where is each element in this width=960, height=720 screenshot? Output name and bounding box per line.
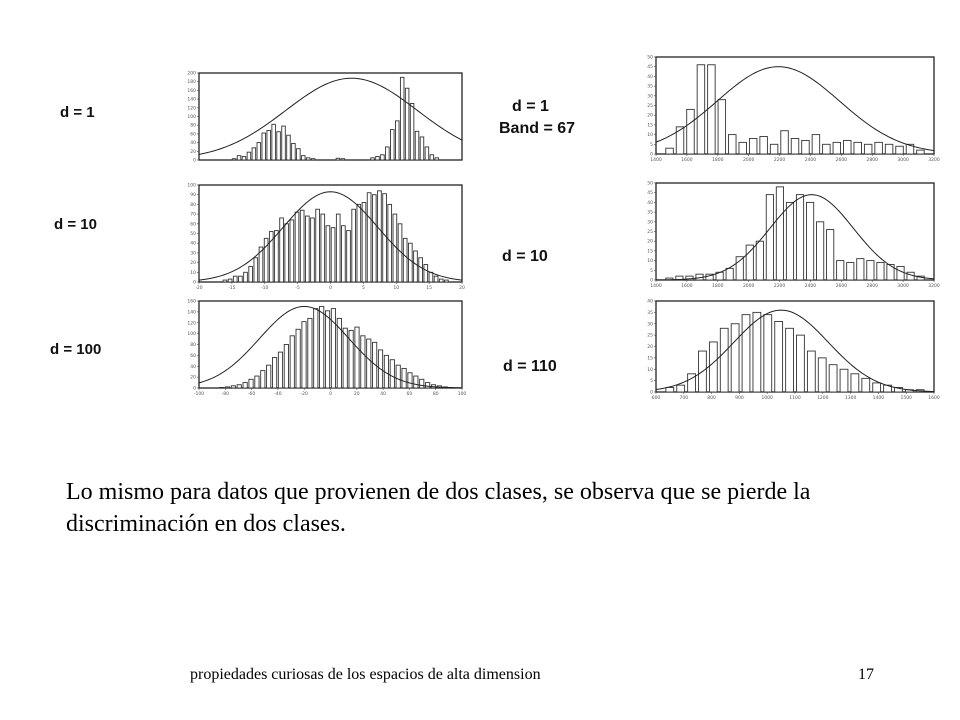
bar bbox=[225, 387, 229, 388]
y-tick-label: 0 bbox=[193, 386, 196, 392]
bar bbox=[677, 385, 685, 392]
x-tick-label: 20 bbox=[353, 392, 360, 397]
x-tick-label: 2800 bbox=[866, 284, 878, 289]
x-tick-label: 20 bbox=[459, 286, 465, 291]
bar bbox=[791, 138, 799, 154]
x-tick-label: 3200 bbox=[928, 284, 940, 289]
x-tick-label: 1600 bbox=[928, 396, 940, 401]
bar bbox=[300, 210, 304, 282]
x-tick-label: 2200 bbox=[773, 284, 786, 289]
y-tick-label: 40 bbox=[190, 241, 196, 247]
bar bbox=[439, 279, 443, 282]
y-tick-label: 10 bbox=[647, 259, 653, 265]
bar bbox=[302, 156, 306, 160]
y-tick-label: 80 bbox=[190, 123, 196, 129]
y-tick-label: 20 bbox=[190, 261, 196, 267]
bar bbox=[666, 148, 674, 154]
x-tick-label: 3000 bbox=[897, 284, 909, 289]
bar bbox=[362, 202, 366, 282]
y-tick-label: 30 bbox=[190, 251, 196, 257]
bar bbox=[233, 276, 237, 282]
bar bbox=[764, 315, 772, 392]
y-tick-label: 0 bbox=[650, 390, 653, 396]
bar bbox=[756, 241, 763, 280]
bar bbox=[232, 159, 236, 160]
bar bbox=[405, 88, 409, 160]
bar bbox=[326, 226, 330, 282]
bar bbox=[302, 322, 306, 388]
bar bbox=[282, 126, 286, 160]
bar bbox=[367, 339, 371, 388]
bar bbox=[829, 365, 837, 392]
bar bbox=[386, 147, 390, 160]
y-tick-label: 80 bbox=[190, 343, 196, 348]
bar bbox=[753, 312, 761, 392]
y-tick-label: 200 bbox=[187, 71, 196, 77]
x-tick-label: -20 bbox=[195, 286, 203, 291]
bar bbox=[749, 138, 757, 154]
y-tick-label: 20 bbox=[647, 113, 653, 119]
x-tick-label: -60 bbox=[247, 392, 256, 397]
y-tick-label: 180 bbox=[187, 80, 196, 86]
bar bbox=[320, 306, 324, 388]
plot-frame bbox=[656, 301, 934, 392]
y-tick-label: 120 bbox=[187, 321, 196, 327]
bar bbox=[857, 259, 864, 280]
bar bbox=[720, 328, 728, 392]
x-tick-label: 2000 bbox=[742, 284, 755, 289]
bar bbox=[875, 142, 883, 154]
x-tick-label: 600 bbox=[651, 396, 661, 401]
y-tick-label: 40 bbox=[647, 200, 653, 206]
bar bbox=[797, 335, 805, 392]
bar bbox=[336, 214, 340, 282]
bar bbox=[308, 318, 312, 388]
bar bbox=[840, 369, 848, 392]
y-tick-label: 100 bbox=[187, 115, 196, 120]
bar bbox=[666, 387, 674, 392]
bar bbox=[445, 280, 449, 282]
histogram-d1-left bbox=[183, 70, 468, 170]
x-tick-label: -100 bbox=[193, 392, 205, 397]
bar bbox=[897, 266, 904, 280]
y-tick-label: 30 bbox=[647, 220, 653, 226]
bar bbox=[709, 342, 717, 392]
y-tick-label: 10 bbox=[190, 270, 196, 276]
y-tick-label: 100 bbox=[187, 332, 196, 338]
y-tick-label: 90 bbox=[190, 193, 196, 199]
bar bbox=[223, 280, 227, 282]
bar bbox=[391, 130, 395, 160]
footer-text: propiedades curiosas de los espacios de alta dimension bbox=[190, 666, 541, 683]
bar bbox=[277, 132, 281, 160]
bar bbox=[420, 379, 424, 388]
bar bbox=[295, 212, 299, 282]
bar bbox=[261, 371, 265, 388]
histogram-d100-left bbox=[183, 298, 468, 398]
y-tick-label: 5 bbox=[650, 379, 653, 385]
bar bbox=[290, 336, 294, 388]
label-right-d110: d = 110 bbox=[503, 358, 557, 375]
x-tick-label: -20 bbox=[300, 392, 308, 397]
bar bbox=[833, 142, 841, 154]
y-tick-label: 25 bbox=[647, 333, 653, 339]
bar bbox=[381, 155, 385, 160]
bar bbox=[786, 328, 794, 392]
bar bbox=[776, 187, 783, 280]
bar bbox=[807, 351, 815, 392]
bar bbox=[297, 149, 301, 160]
bar bbox=[907, 272, 914, 280]
y-tick-label: 25 bbox=[647, 230, 653, 235]
y-tick-label: 5 bbox=[650, 268, 653, 274]
x-tick-label: 2200 bbox=[773, 158, 786, 163]
x-tick-label: 15 bbox=[426, 286, 432, 291]
bar bbox=[341, 159, 345, 160]
bar bbox=[219, 387, 223, 388]
bar bbox=[355, 327, 359, 388]
bar bbox=[396, 365, 400, 388]
y-tick-label: 20 bbox=[647, 239, 653, 245]
y-tick-label: 140 bbox=[187, 97, 196, 103]
bar bbox=[252, 148, 256, 160]
bar bbox=[429, 272, 433, 282]
histogram-d10-left bbox=[183, 182, 468, 292]
bar bbox=[731, 324, 739, 392]
bar bbox=[254, 258, 258, 282]
x-tick-label: 800 bbox=[707, 396, 716, 401]
bar bbox=[337, 318, 341, 388]
bar bbox=[430, 155, 434, 160]
bar bbox=[367, 193, 371, 282]
bar bbox=[316, 209, 320, 282]
bar bbox=[267, 365, 271, 388]
y-tick-label: 35 bbox=[647, 84, 653, 90]
bar bbox=[361, 336, 365, 388]
bar bbox=[278, 352, 282, 388]
bar bbox=[296, 329, 300, 388]
x-tick-label: 0 bbox=[329, 286, 332, 291]
x-tick-label: 1400 bbox=[872, 396, 885, 401]
x-tick-label: 1400 bbox=[650, 284, 662, 289]
bar bbox=[249, 379, 253, 388]
bar bbox=[249, 266, 253, 282]
bar bbox=[877, 263, 884, 280]
bar bbox=[827, 230, 834, 280]
bar bbox=[395, 121, 399, 160]
bar bbox=[371, 158, 375, 160]
y-tick-label: 40 bbox=[647, 299, 653, 305]
bar bbox=[864, 144, 872, 154]
bar bbox=[400, 77, 404, 160]
label-left-d10: d = 10 bbox=[54, 216, 97, 233]
x-tick-label: 10 bbox=[393, 286, 400, 291]
x-tick-label: 40 bbox=[380, 392, 386, 397]
bar bbox=[408, 373, 412, 388]
bar bbox=[854, 142, 862, 154]
y-tick-label: 45 bbox=[647, 191, 653, 197]
bar bbox=[244, 272, 248, 282]
bar bbox=[781, 131, 789, 154]
bar bbox=[435, 158, 439, 160]
y-tick-label: 30 bbox=[647, 322, 653, 328]
y-tick-label: 15 bbox=[647, 123, 653, 129]
y-tick-label: 20 bbox=[647, 345, 653, 350]
bar bbox=[357, 204, 361, 282]
x-tick-label: 700 bbox=[679, 396, 689, 401]
y-tick-label: 0 bbox=[193, 280, 196, 286]
bar bbox=[343, 328, 347, 388]
x-tick-label: 5 bbox=[361, 286, 365, 291]
bar bbox=[267, 130, 271, 160]
bar bbox=[408, 243, 412, 282]
bar bbox=[331, 228, 335, 282]
bar bbox=[847, 263, 854, 280]
bar bbox=[812, 135, 820, 154]
x-tick-label: 1000 bbox=[761, 396, 773, 401]
bar bbox=[284, 345, 288, 389]
x-tick-label: -40 bbox=[274, 392, 282, 397]
bar bbox=[420, 137, 424, 160]
y-tick-label: 0 bbox=[650, 152, 653, 158]
x-tick-label: 100 bbox=[457, 392, 467, 397]
bar bbox=[314, 309, 318, 388]
y-tick-label: 0 bbox=[193, 158, 196, 164]
y-tick-label: 60 bbox=[190, 222, 196, 228]
y-tick-label: 15 bbox=[647, 249, 653, 255]
bar bbox=[867, 261, 874, 280]
bar bbox=[247, 152, 251, 160]
label-left-d1: d = 1 bbox=[60, 104, 95, 121]
y-tick-label: 20 bbox=[190, 375, 196, 381]
bar bbox=[414, 251, 418, 282]
y-tick-label: 40 bbox=[190, 141, 196, 147]
y-tick-label: 25 bbox=[647, 104, 653, 109]
bar bbox=[415, 131, 419, 160]
bar bbox=[243, 383, 247, 388]
bar bbox=[410, 103, 414, 160]
bar bbox=[837, 261, 844, 280]
bar bbox=[352, 209, 356, 282]
y-tick-label: 45 bbox=[647, 65, 653, 71]
x-tick-label: 1300 bbox=[844, 396, 857, 401]
y-tick-label: 10 bbox=[647, 367, 653, 373]
bar bbox=[255, 376, 259, 388]
x-tick-label: 60 bbox=[406, 392, 413, 397]
bar bbox=[305, 216, 309, 282]
bar bbox=[403, 238, 407, 282]
bar bbox=[729, 135, 737, 154]
x-tick-label: 3000 bbox=[897, 158, 909, 163]
x-tick-label: 1400 bbox=[650, 158, 662, 163]
x-tick-label: 1500 bbox=[900, 396, 912, 401]
bar bbox=[262, 133, 266, 160]
bar bbox=[917, 150, 925, 154]
bar bbox=[786, 202, 793, 280]
bar bbox=[718, 100, 726, 154]
bar bbox=[844, 140, 852, 154]
y-tick-label: 120 bbox=[187, 106, 196, 112]
bar bbox=[425, 147, 429, 160]
bar bbox=[742, 315, 750, 392]
y-tick-label: 50 bbox=[190, 232, 196, 237]
y-tick-label: 50 bbox=[647, 55, 653, 61]
bar bbox=[336, 158, 340, 160]
bar bbox=[390, 360, 394, 388]
bar bbox=[383, 194, 387, 282]
bar bbox=[285, 224, 289, 282]
bar bbox=[376, 157, 380, 160]
bar bbox=[325, 311, 329, 388]
bar bbox=[817, 222, 824, 280]
bar bbox=[746, 245, 753, 280]
x-tick-label: 2400 bbox=[804, 284, 817, 289]
bar bbox=[290, 220, 294, 282]
y-tick-label: 40 bbox=[647, 74, 653, 80]
bar bbox=[237, 385, 241, 388]
bar bbox=[237, 156, 241, 160]
x-tick-label: 1800 bbox=[712, 158, 724, 163]
bar bbox=[823, 144, 831, 154]
bar bbox=[766, 195, 773, 280]
bar bbox=[424, 265, 428, 282]
x-tick-label: 1200 bbox=[817, 396, 829, 401]
bar bbox=[697, 65, 705, 154]
histogram-d110-right bbox=[640, 298, 940, 402]
bar bbox=[434, 276, 438, 282]
page-number: 17 bbox=[858, 666, 874, 683]
y-tick-label: 60 bbox=[190, 353, 196, 359]
x-tick-label: -80 bbox=[221, 392, 229, 397]
plot-frame bbox=[199, 301, 462, 388]
y-tick-label: 10 bbox=[647, 133, 653, 139]
y-tick-label: 60 bbox=[190, 132, 196, 138]
histogram-d10-right bbox=[640, 180, 940, 290]
bar bbox=[388, 204, 392, 282]
y-tick-label: 0 bbox=[650, 278, 653, 284]
bar bbox=[321, 214, 325, 282]
bar bbox=[311, 159, 315, 160]
bar bbox=[342, 226, 346, 282]
y-tick-label: 20 bbox=[190, 149, 196, 155]
bar bbox=[231, 386, 235, 388]
x-tick-label: -5 bbox=[295, 286, 300, 291]
y-tick-label: 40 bbox=[190, 364, 196, 370]
bar bbox=[802, 140, 810, 154]
bar bbox=[378, 191, 382, 282]
bar bbox=[272, 358, 276, 388]
histogram-d1-band67-right bbox=[640, 54, 940, 164]
bar bbox=[760, 137, 768, 154]
x-tick-label: 1100 bbox=[789, 396, 801, 401]
x-tick-label: 2600 bbox=[835, 158, 848, 163]
y-tick-label: 30 bbox=[647, 94, 653, 100]
y-tick-label: 70 bbox=[190, 212, 196, 218]
y-tick-label: 80 bbox=[190, 202, 196, 208]
bar bbox=[687, 109, 695, 154]
y-tick-label: 50 bbox=[647, 181, 653, 187]
bar bbox=[292, 143, 296, 160]
bar bbox=[414, 376, 418, 388]
x-tick-label: 1800 bbox=[712, 284, 724, 289]
bar bbox=[775, 321, 783, 392]
y-tick-label: 15 bbox=[647, 356, 653, 362]
y-tick-label: 100 bbox=[187, 183, 196, 189]
x-tick-label: 2400 bbox=[804, 158, 817, 163]
bar bbox=[896, 146, 904, 154]
bar bbox=[770, 144, 778, 154]
x-tick-label: -15 bbox=[228, 286, 236, 291]
y-tick-label: 35 bbox=[647, 210, 653, 216]
bar bbox=[818, 358, 826, 392]
x-tick-label: 2800 bbox=[866, 158, 878, 163]
bar bbox=[311, 218, 315, 282]
bar bbox=[676, 127, 684, 154]
bar bbox=[402, 368, 406, 388]
bar bbox=[806, 202, 813, 280]
bar bbox=[239, 276, 243, 282]
bar bbox=[708, 65, 716, 154]
bar bbox=[347, 231, 351, 282]
bar bbox=[851, 374, 859, 392]
y-tick-label: 160 bbox=[187, 88, 196, 94]
x-tick-label: 0 bbox=[329, 392, 332, 397]
bar bbox=[885, 144, 893, 154]
label-right-d10: d = 10 bbox=[502, 248, 548, 265]
y-tick-label: 140 bbox=[187, 310, 196, 316]
label-left-d100: d = 100 bbox=[50, 341, 102, 358]
label-right-band: Band = 67 bbox=[499, 120, 576, 137]
bar bbox=[372, 195, 376, 282]
x-tick-label: -10 bbox=[261, 286, 269, 291]
y-tick-label: 5 bbox=[650, 142, 653, 148]
bar bbox=[287, 135, 291, 160]
y-tick-label: 35 bbox=[647, 310, 653, 316]
x-tick-label: 900 bbox=[735, 396, 744, 401]
x-tick-label: 80 bbox=[432, 392, 439, 397]
bar bbox=[873, 383, 881, 392]
label-right-d1: d = 1 bbox=[512, 98, 549, 115]
bar bbox=[862, 378, 870, 392]
bar bbox=[726, 268, 733, 280]
bar bbox=[228, 279, 232, 282]
bar bbox=[419, 258, 423, 282]
bar bbox=[275, 231, 279, 282]
bar bbox=[739, 142, 747, 154]
x-tick-label: 2600 bbox=[835, 284, 848, 289]
bar bbox=[242, 157, 246, 160]
x-tick-label: 1600 bbox=[681, 158, 693, 163]
x-tick-label: 2000 bbox=[742, 158, 755, 163]
bar bbox=[306, 158, 310, 160]
x-tick-label: 3200 bbox=[928, 158, 940, 163]
bar bbox=[796, 195, 803, 280]
bar bbox=[272, 124, 276, 160]
body-text: Lo mismo para datos que provienen de dos clases, se observa que se pierde la discriminación en dos clases. bbox=[66, 479, 811, 537]
y-tick-label: 160 bbox=[187, 299, 196, 305]
bar bbox=[426, 383, 430, 388]
bar bbox=[257, 143, 261, 160]
x-tick-label: 1600 bbox=[681, 284, 693, 289]
